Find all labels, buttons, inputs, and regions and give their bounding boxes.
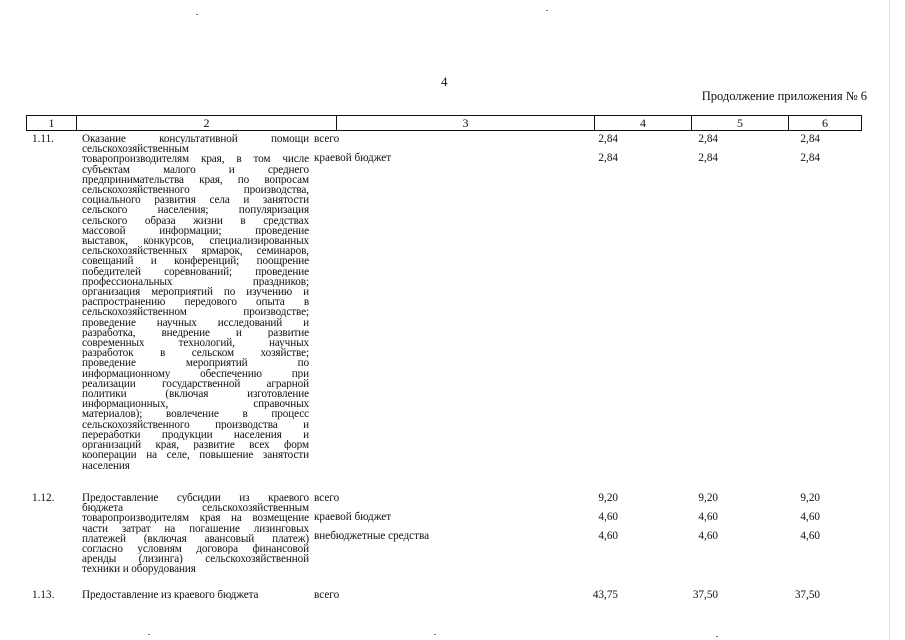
row-values-col4	[560, 590, 618, 609]
description-line: субъектам малого и среднего	[82, 164, 309, 175]
value-cell: 4,60	[598, 530, 618, 542]
row-values-col5	[660, 493, 718, 550]
value-cell: 4,60	[698, 511, 718, 523]
funding-source: всего	[314, 133, 340, 145]
value-cell: 9,20	[598, 492, 618, 504]
value-cell: 2,84	[800, 133, 820, 145]
value-cell: 2,84	[598, 133, 618, 145]
description-line: сельского населения; популяризация	[82, 205, 309, 216]
column-header-4: 4	[595, 116, 692, 130]
description-line: переработки продукции населения и	[82, 429, 309, 441]
value-cell: 4,60	[698, 530, 718, 542]
value-cell: 43,75	[592, 589, 618, 601]
description-line: информационных, справочных	[82, 399, 309, 410]
row-number: 1.11.	[32, 133, 54, 145]
scan-speck	[148, 634, 150, 635]
description-line: профессиональных праздников;	[82, 276, 309, 288]
page-number: 4	[441, 74, 448, 89]
column-header-5: 5	[692, 116, 789, 130]
row-values-col5	[660, 590, 718, 609]
value-cell: 4,60	[800, 511, 820, 523]
row-description	[82, 590, 309, 600]
description-line: реализации государственной аграрной	[82, 378, 309, 390]
continuation-label: Продолжение приложения № 6	[701, 89, 867, 103]
funding-source: краевой бюджет	[314, 511, 392, 523]
table-header-row	[26, 115, 862, 131]
description-line: сельского образа жизни в средствах	[82, 215, 309, 226]
scan-edge	[889, 0, 890, 640]
row-funding-sources	[314, 493, 484, 550]
description-line: информационному обеспечению при	[82, 368, 309, 379]
column-header-6: 6	[822, 116, 828, 130]
description-line: организация мероприятий по изучению и	[82, 287, 309, 298]
description-line: платежей (включая авансовый платеж)	[82, 533, 309, 545]
value-cell: 2,84	[800, 152, 820, 164]
value-cell: 37,50	[794, 589, 820, 601]
description-line: товаропроизводителям края на возмещение	[82, 513, 309, 524]
value-cell: 9,20	[698, 492, 718, 504]
description-line: победителей соревнований; проведение	[82, 266, 309, 277]
description-line: Предоставление субсидии из краевого	[82, 493, 309, 504]
description-line: Предоставление из краевого бюджета	[82, 590, 259, 601]
row-number: 1.13.	[32, 589, 55, 601]
description-line: проведение научных исследований и	[82, 317, 309, 328]
description-line: части затрат на погашение лизинговых	[82, 523, 309, 534]
funding-source: всего	[314, 492, 340, 504]
description-line: социального развития села и занятости	[82, 195, 309, 206]
description-line: организаций края, развитие всех форм	[82, 440, 309, 451]
row-values-col4	[560, 134, 618, 172]
row-values-col4	[560, 493, 618, 550]
value-cell: 37,50	[692, 589, 718, 601]
description-line: сельскохозяйственных ярмарок, семинаров,	[82, 246, 309, 257]
value-cell: 2,84	[698, 152, 718, 164]
scan-speck	[434, 634, 436, 635]
funding-source: всего	[314, 589, 340, 601]
scan-speck	[196, 14, 198, 15]
row-values-col6	[760, 134, 820, 172]
value-cell: 2,84	[598, 152, 618, 164]
description-line: аренды (лизинга) сельскохозяйственной	[82, 554, 309, 565]
description-line: кооперации на селе, повышение занятости	[82, 450, 309, 461]
value-cell: 9,20	[800, 492, 820, 504]
row-funding-sources	[314, 134, 484, 172]
description-line: сельскохозяйственного производства и	[82, 419, 309, 430]
description-line: бюджета сельскохозяйственным	[82, 503, 309, 514]
description-line: предпринимательства края, по вопросам	[82, 174, 309, 186]
row-values-col5	[660, 134, 718, 172]
funding-source: внебюджетные средства	[314, 530, 430, 542]
row-description	[82, 134, 309, 471]
description-line: сельскохозяйственным	[82, 144, 189, 155]
description-line: сельскохозяйственном производстве;	[82, 307, 309, 318]
description-line: Оказание консультативной помощи	[82, 134, 309, 145]
description-line: современных технологий, научных	[82, 338, 309, 349]
row-description	[82, 493, 309, 575]
column-header-2: 2	[77, 116, 337, 130]
value-cell: 4,60	[800, 530, 820, 542]
row-values-col6	[760, 493, 820, 550]
funding-source: краевой бюджет	[314, 152, 392, 164]
column-header-1: 1	[27, 116, 77, 130]
row-values-col6	[760, 590, 820, 609]
row-funding-sources	[314, 590, 484, 609]
value-cell: 4,60	[598, 511, 618, 523]
description-line: материалов); вовлечение в процесс	[82, 409, 309, 420]
description-line: товаропроизводителям края, в том числе	[82, 154, 309, 165]
row-number: 1.12.	[32, 492, 55, 504]
description-line: проведение мероприятий по	[82, 358, 309, 369]
description-line: массовой информации; проведение	[82, 225, 309, 237]
scan-speck	[546, 10, 548, 11]
description-line: совещаний и конференций; поощрение	[82, 256, 309, 267]
column-header-3: 3	[337, 116, 595, 130]
description-line: распространению передового опыта в	[82, 297, 309, 308]
description-line: политики (включая изготовление	[82, 389, 309, 400]
description-line: согласно условиям договора финансовой	[82, 544, 309, 555]
value-cell: 2,84	[698, 133, 718, 145]
description-line: выставок, конкурсов, специализированных	[82, 236, 309, 247]
description-line: разработка, внедрение и развитие	[82, 327, 309, 339]
scan-speck	[716, 636, 718, 637]
description-line: техники и оборудования	[82, 564, 196, 575]
description-line: населения	[82, 460, 130, 471]
description-line: сельскохозяйственного производства,	[82, 185, 309, 196]
description-line: разработок в сельском хозяйстве;	[82, 348, 309, 359]
